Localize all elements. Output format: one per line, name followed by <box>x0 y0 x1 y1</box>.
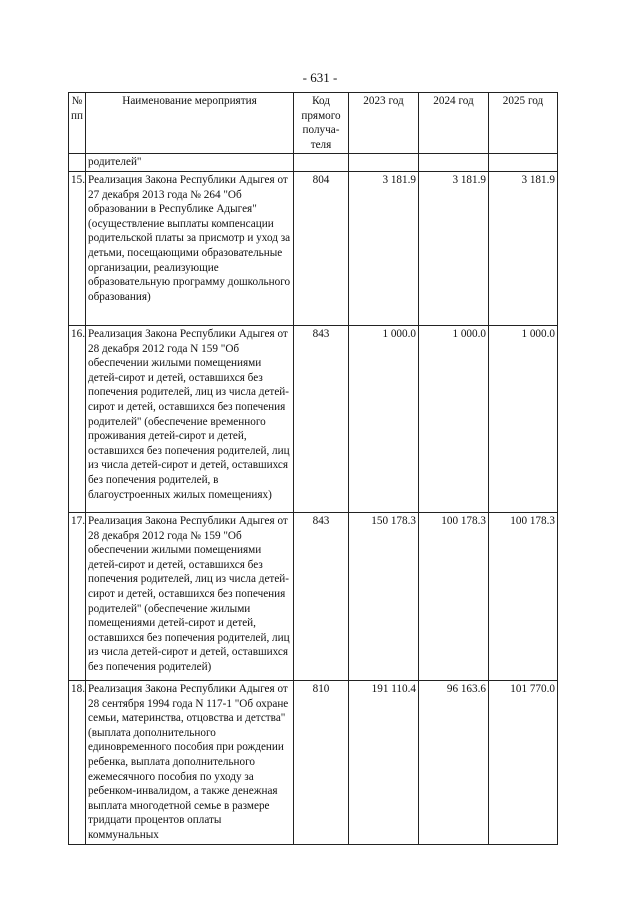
row-2024: 1 000.0 <box>419 325 489 512</box>
row-2023: 191 110.4 <box>349 680 419 844</box>
header-name: Наименование мероприятия <box>86 93 294 154</box>
row-code: 843 <box>294 325 349 512</box>
table-header-row <box>69 93 558 154</box>
row-2024: 100 178.3 <box>419 512 489 680</box>
header-no: № пп <box>69 93 86 154</box>
table-row <box>69 512 558 680</box>
header-2025: 2025 год <box>489 93 558 154</box>
row-2025: 101 770.0 <box>489 680 558 844</box>
row-number: 15. <box>69 171 86 325</box>
row-2023: 3 181.9 <box>349 171 419 325</box>
row-2025: 100 178.3 <box>489 512 558 680</box>
expenditure-table <box>68 92 558 845</box>
cell-empty <box>294 154 349 172</box>
page-number: - 631 - <box>302 70 338 85</box>
row-code: 810 <box>294 680 349 844</box>
header-2023: 2023 год <box>349 93 419 154</box>
continuation-row <box>69 154 558 172</box>
header-2024: 2024 год <box>419 93 489 154</box>
row-2025: 3 181.9 <box>489 171 558 325</box>
header-code: Код прямого получа-теля <box>294 93 349 154</box>
row-2025: 1 000.0 <box>489 325 558 512</box>
row-2023: 1 000.0 <box>349 325 419 512</box>
cell-empty <box>419 154 489 172</box>
row-name: Реализация Закона Республики Адыгея от 27 декабря 2013 года № 264 "Об образовании в Республике Адыгея" (осуществление выплаты компенсации родительской платы за присмотр и уход за детьми, посещающими образовательные организации, реализующие образовательную программу дошкольного образования) <box>86 171 294 325</box>
row-code: 804 <box>294 171 349 325</box>
row-code: 843 <box>294 512 349 680</box>
table-row <box>69 171 558 325</box>
table-row <box>69 325 558 512</box>
table-row <box>69 680 558 844</box>
row-number: 17. <box>69 512 86 680</box>
row-name: Реализация Закона Республики Адыгея от 28 декабря 2012 года № 159 "Об обеспечении жилыми помещениями детей-сирот и детей, оставшихся без попечения родителей, лиц из числа детей-сирот и детей, оставшихся без попечения родителей" (обеспечение жилыми помещениями детей-сирот и детей, оставшихся без попечения родителей, лиц из числа детей-сирот и детей, оставшихся без попечения родителей) <box>86 512 294 680</box>
cell-empty <box>489 154 558 172</box>
row-2024: 3 181.9 <box>419 171 489 325</box>
row-2024: 96 163.6 <box>419 680 489 844</box>
continuation-text: родителей" <box>86 154 294 172</box>
row-number: 16. <box>69 325 86 512</box>
row-name: Реализация Закона Республики Адыгея от 28 декабря 2012 года N 159 "Об обеспечении жилыми помещениями детей-сирот и детей, оставшихся без попечения родителей, лиц из числа детей-сирот и детей, оставшихся без попечения родителей" (обеспечение временного проживания детей-сирот и детей, оставшихся без попечения родителей, лиц из числа детей-сирот и детей, оставшихся без попечения родителей, в благоустроенных жилых помещениях) <box>86 325 294 512</box>
cell-empty <box>349 154 419 172</box>
row-name: Реализация Закона Республики Адыгея от 28 сентября 1994 года N 117-1 "Об охране семьи, материнства, отцовства и детства" (выплата дополнительного единовременного пособия при рождении ребенка, выплата дополнительного ежемесячного пособия по уходу за ребенком-инвалидом, а также денежная выплата многодетной семье в размере тридцати процентов оплаты коммунальных <box>86 680 294 844</box>
row-2023: 150 178.3 <box>349 512 419 680</box>
cell-empty <box>69 154 86 172</box>
row-number: 18. <box>69 680 86 844</box>
